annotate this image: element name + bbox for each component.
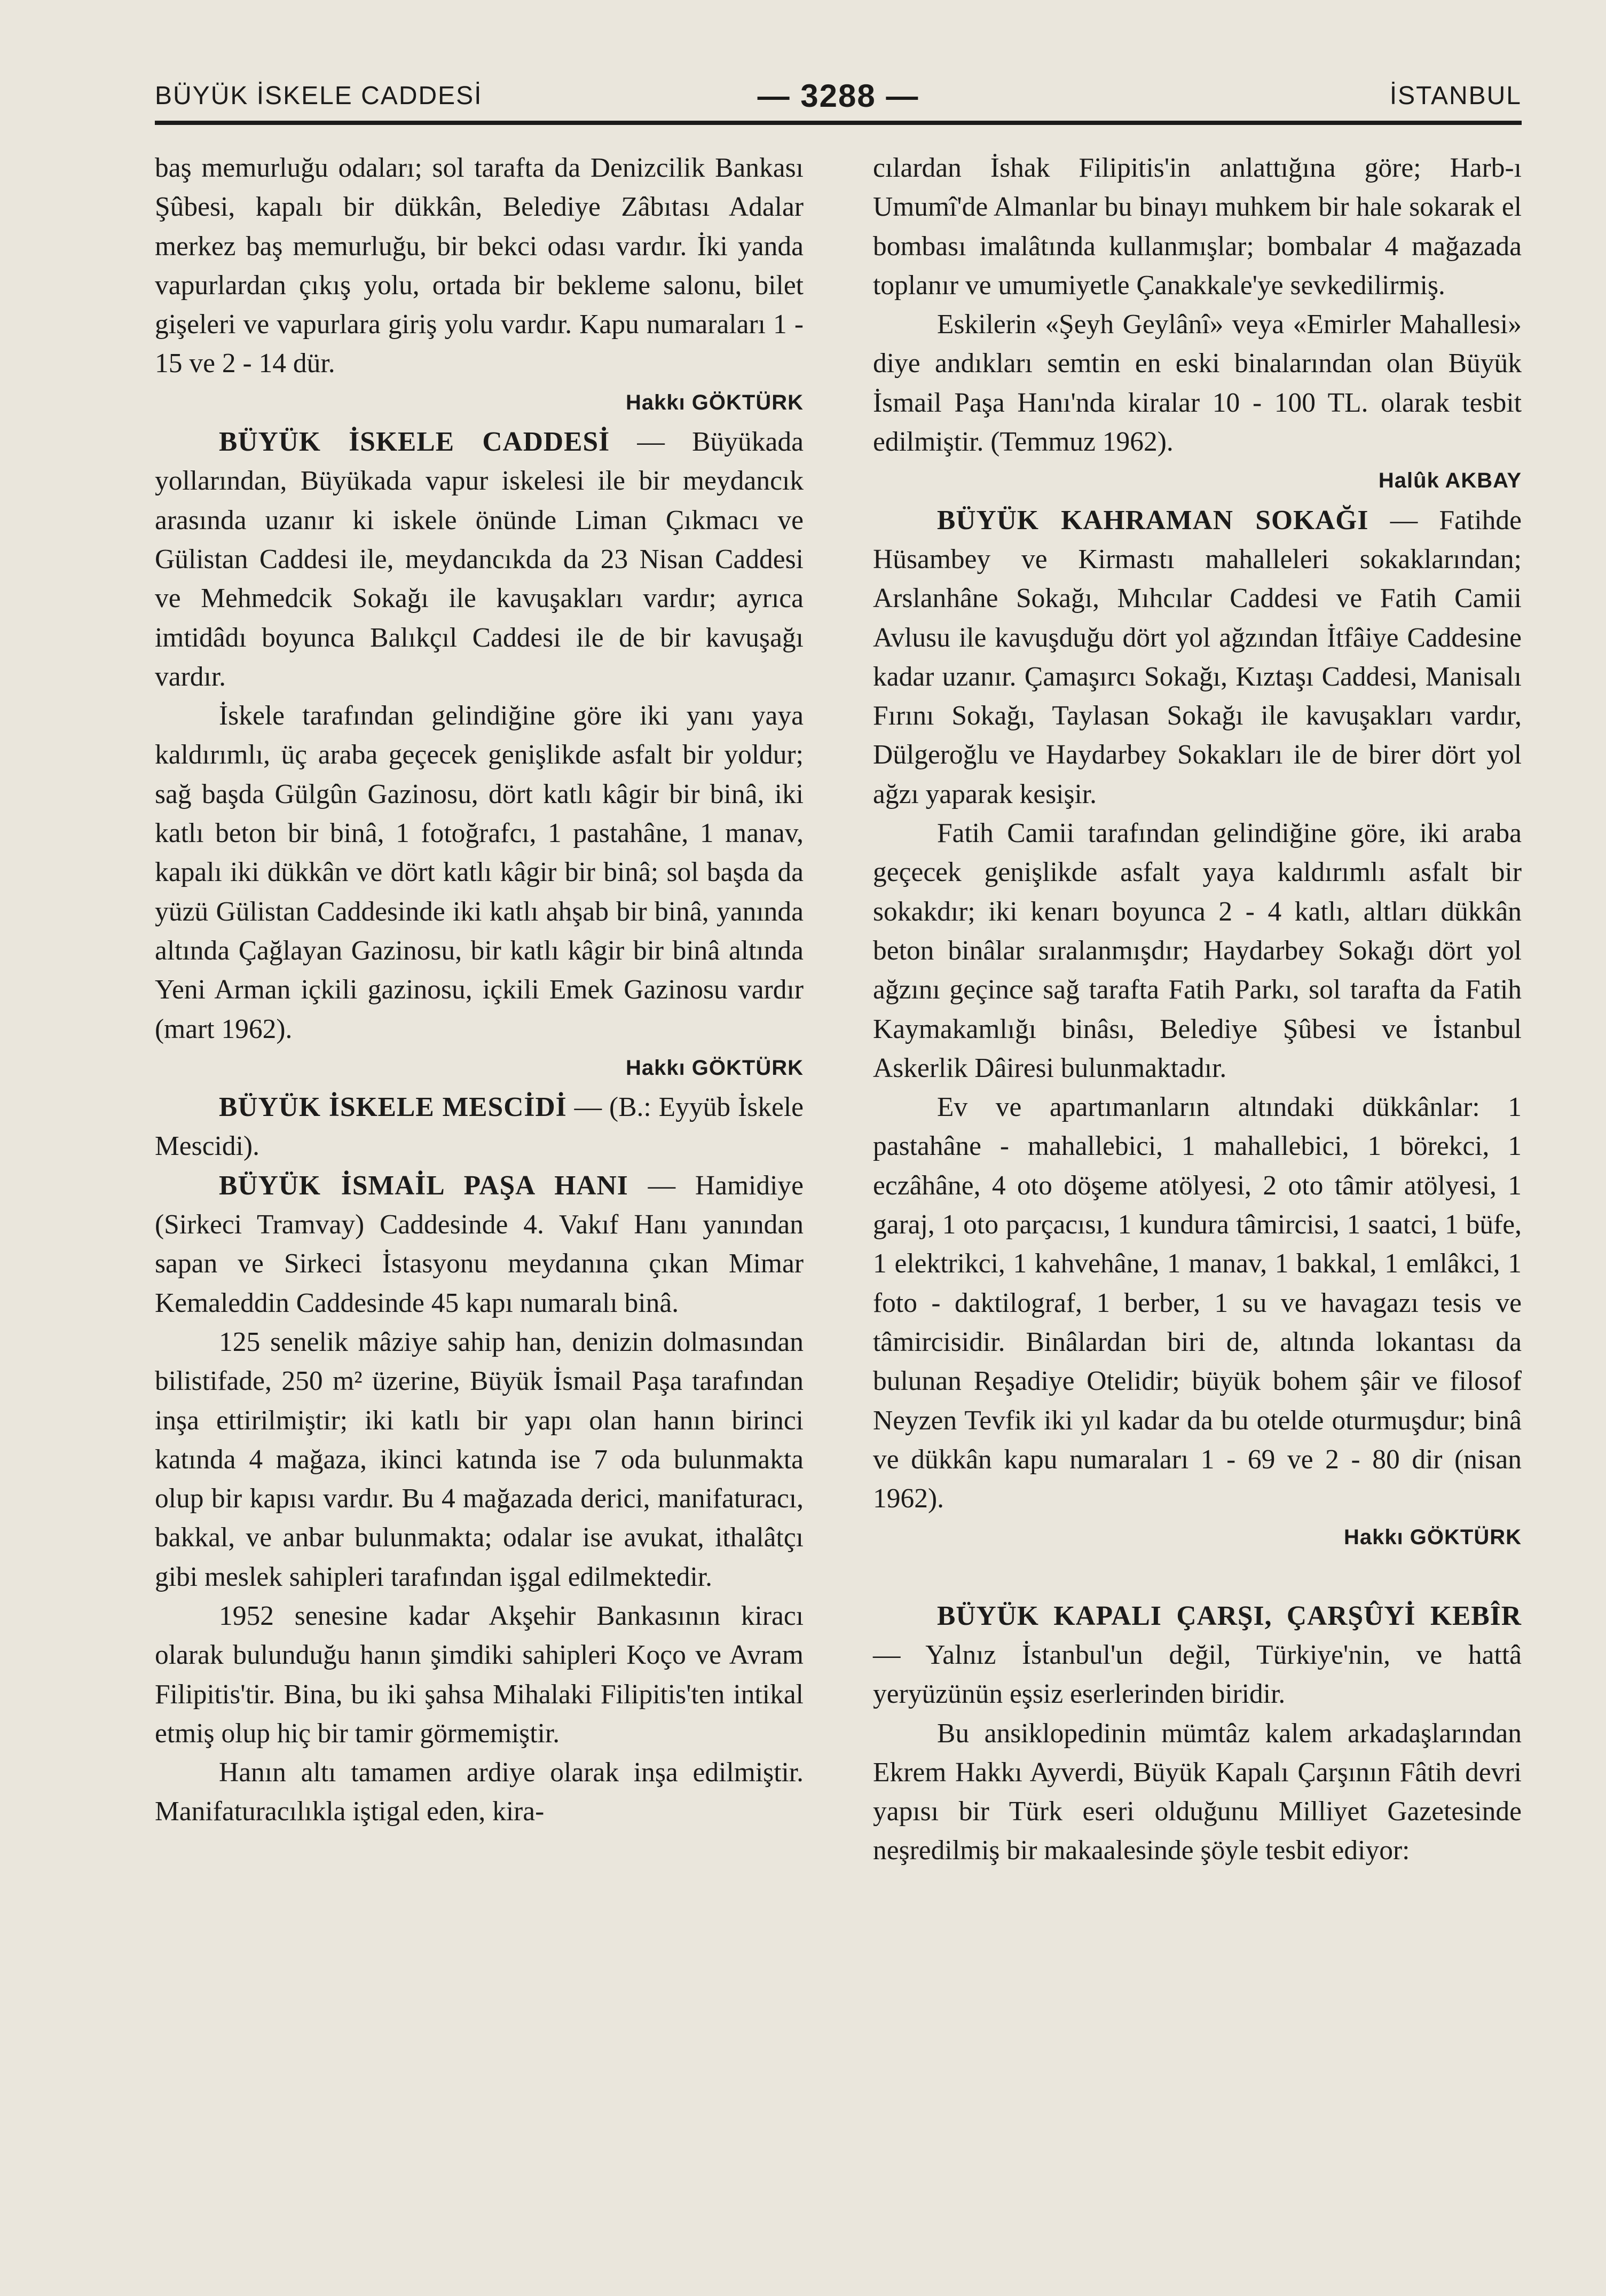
paragraph: Hanın altı tamamen ardiye olarak inşa edilmiştir. Manifaturacılıkla iştigal eden, kira- bbox=[155, 1757, 804, 1827]
left-column bbox=[155, 148, 804, 1831]
entry-title: BÜYÜK KAHRAMAN SOKAĞI bbox=[937, 505, 1369, 536]
page-number: — 3288 — bbox=[757, 78, 919, 114]
entry-buyuk-kahraman-sokagi bbox=[873, 501, 1522, 814]
entry-text: — Fatihde Hüsambey ve Kirmastı mahalleleri sokaklarından; Arslanhâne Sokağı, Mıhcılar Caddesi ve Fatih Camii Avlusu ile kavuşduğu dört yol ağzından İtfâiye Caddesine kadar uzanır. Çamaşırcı Sokağı, Kıztaşı Caddesi, Manisalı Fırını Sokağı, Taylasan Sokağı ile kavuşakları vardır, Dülgeroğlu ve Haydarbey Sokakları ile de birer dört yol ağzı yaparak kesişir. bbox=[873, 505, 1522, 809]
entry-title: BÜYÜK KAPALI ÇARŞI, ÇARŞÛYİ KEBÎR bbox=[937, 1600, 1522, 1631]
paragraph: Eskilerin «Şeyh Geylânî» veya «Emirler Mahallesi» diye andıkları semtin en eski binalarından olan Büyük İsmail Paşa Hanı'nda kiralar 10 - 100 TL. olarak tesbit edilmiştir. (Temmuz 1962). bbox=[873, 309, 1522, 458]
header-rule bbox=[155, 121, 1522, 125]
entry-buyuk-iskele-caddesi bbox=[155, 422, 804, 696]
author-byline: Hakkı GÖKTÜRK bbox=[625, 1056, 804, 1080]
entry-buyuk-kapali-carsi bbox=[873, 1597, 1522, 1714]
paragraph: Ev ve apartımanların altındaki dükkânlar: 1 pastahâne - mahallebici, 1 mahallebici, 1 börekci, 1 eczâhâne, 4 oto döşeme atölyesi, 2 oto tâmir atölyesi, 1 garaj, 1 oto parçacısı, 1 kundura tâmircisi, 1 saatci, 1 büfe, 1 elektrikci, 1 kahvehâne, 1 manav, 1 bakkal, 1 emlâkci, 1 foto - daktilograf, 1 berber, 1 su ve havagazı tesis ve tâmircisidir. Binâlardan biri de, altında lokantası da bulunan Reşadiye Otelidir; büyük bohem şâir ve filosof Neyzen Tevfik iki yıl kadar da bu otelde oturmuşdur; binâ ve dükkân kapu numaraları 1 - 69 ve 2 - 80 dir (nisan 1962). bbox=[873, 1092, 1522, 1514]
entry-buyuk-iskele-mescidi bbox=[155, 1088, 804, 1166]
entry-title: BÜYÜK İSKELE MESCİDİ bbox=[219, 1092, 567, 1123]
header-left-title: BÜYÜK İSKELE CADDESİ bbox=[155, 82, 483, 110]
entry-text: — (B.: Eyyüb İskele Mescidi). bbox=[155, 1092, 804, 1162]
entry-text: — Büyükada yollarından, Büyükada vapur iskelesi ile bir meydancık arasında uzanır ki iskele önünde Liman Çıkmacı ve Gülistan Caddesi ile, meydancıkda da 23 Nisan Caddesi ve Mehmedcik Sokağı ile kavuşakları vardır; ayrıca imtidâdı boyunca Balıkçıl Caddesi ile de bir kavuşağı vardır. bbox=[155, 427, 804, 692]
paragraph: İskele tarafından gelindiğine göre iki yanı yaya kaldırımlı, üç araba geçecek genişlikde asfalt bir yoldur; sağ başda Gülgûn Gazinosu, dört katlı kâgir bir binâ, iki katlı beton bir binâ, 1 fotoğrafcı, 1 pastahâne, 1 manav, kapalı iki dükkân ve dört katlı kâgir bir binâ; sol başda da yüzü Gülistan Caddesinde iki katlı ahşab bir binâ, yanında altında Çağlayan Gazinosu, bir katlı kâgir bir binâ altında Yeni Arman içkili gazinosu, içkili Emek Gazinosu vardır (mart 1962). bbox=[155, 701, 804, 1044]
entry-title: BÜYÜK İSKELE CADDESİ bbox=[219, 427, 610, 458]
paragraph: 125 senelik mâziye sahip han, denizin dolmasından bilistifade, 250 m² üzerine, Büyük İsmail Paşa tarafından inşa ettirilmiştir; iki katlı bir yapı olan hanın birinci katında 4 mağaza, ikinci katında ise 7 oda bulunmakta olup bir kapısı vardır. Bu 4 mağazada derici, manifaturacı, bakkal, ve anbar bulunmakta; odalar ise avukat, ithalâtçı gibi meslek sahipleri tarafından işgal edilmektedir. bbox=[155, 1326, 804, 1592]
entry-text: — Hamidiye (Sirkeci Tramvay) Caddesinde 4. Vakıf Hanı yanından sapan ve Sirkeci İstasyonu meydanına çıkan Mimar Kemaleddin Caddesinde 45 kapı numaralı binâ. bbox=[155, 1170, 804, 1318]
running-header bbox=[155, 75, 1522, 123]
paragraph: cılardan İshak Filipitis'in anlattığına göre; Harb-ı Umumî'de Almanlar bu binayı muhkem bir hale sokarak el bombası imalâtında kullanmışlar; bombalar 4 mağazada toplanır ve umumiyetle Çanakkale'ye sevkedilirmiş. bbox=[873, 153, 1522, 301]
author-byline: Halûk AKBAY bbox=[1378, 469, 1522, 493]
author-byline: Hakkı GÖKTÜRK bbox=[1343, 1526, 1522, 1550]
entry-text: — Yalnız İstanbul'un değil, Türkiye'nin, ve hattâ yeryüzünün eşsiz eserlerinden biridir. bbox=[873, 1639, 1522, 1710]
paragraph: Bu ansiklopedinin mümtâz kalem arkadaşlarından Ekrem Hakkı Ayverdi, Büyük Kapalı Çarşının Fâtih devri yapısı bir Türk eseri olduğunu Milliyet Gazetesinde neşredilmiş bir makaalesinde şöyle tesbit ediyor: bbox=[873, 1718, 1522, 1866]
right-column bbox=[873, 148, 1522, 1870]
paragraph: 1952 senesine kadar Akşehir Bankasının kiracı olarak bulunduğu hanın şimdiki sahipleri Koço ve Avram Filipitis'tir. Bina, bu iki şahsa Mihalaki Filipitis'ten intikal etmiş olup hiç bir tamir görmemiştir. bbox=[155, 1600, 804, 1749]
entry-title: BÜYÜK İSMAİL PAŞA HANI bbox=[219, 1170, 628, 1201]
author-byline: Hakkı GÖKTÜRK bbox=[625, 390, 804, 414]
header-right-title: İSTANBUL bbox=[1389, 82, 1522, 110]
paragraph: Fatih Camii tarafından gelindiğine göre, iki araba geçecek genişlikde asfalt yaya kaldırımlı asfalt bir sokakdır; iki kenarı boyunca 2 - 4 katlı, altları dükkân beton binâlar sıralanmışdır; Haydarbey Sokağı dört yol ağzını geçince sağ tarafta Fatih Parkı, sol tarafta da Fatih Kaymakamlığı binâsı, Belediye Şûbesi ve İstanbul Askerlik Dâiresi bulunmaktadır. bbox=[873, 818, 1522, 1083]
entry-buyuk-ismail-pasa-hani bbox=[155, 1166, 804, 1323]
paragraph: baş memurluğu odaları; sol tarafta da Denizcilik Bankası Şûbesi, kapalı bir dükkân, Belediye Zâbıtası Adalar merkez baş memurluğu, bir bekci odası vardır. İki yanda vapurlardan çıkış yolu, ortada bir bekleme salonu, bilet gişeleri ve vapurlara giriş yolu vardır. Kapu numaraları 1 - 15 ve 2 - 14 dür. bbox=[155, 153, 804, 379]
entry-gap bbox=[873, 1558, 1522, 1597]
